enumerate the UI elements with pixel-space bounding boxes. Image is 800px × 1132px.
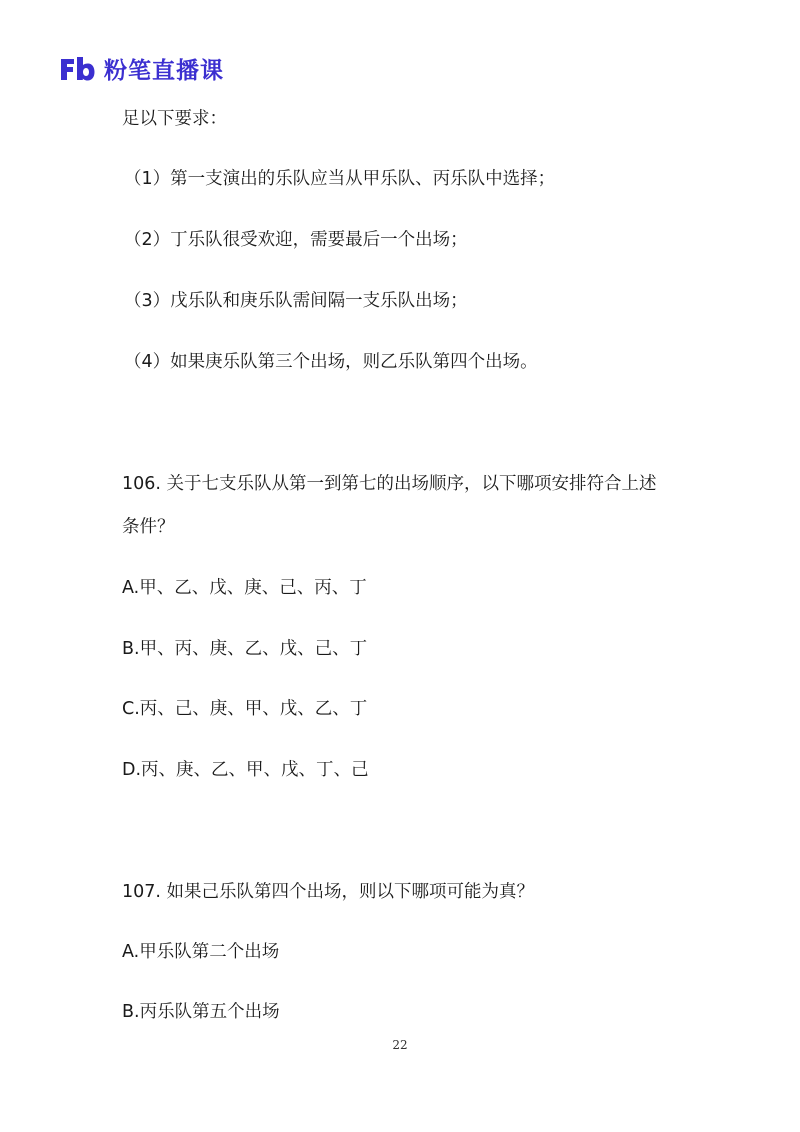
logo-text: 粉笔直播课: [104, 58, 224, 84]
q106-option-c: C.丙、己、庚、甲、戊、乙、丁: [122, 699, 368, 719]
condition-1: （1）第一支演出的乐队应当从甲乐队、丙乐队中选择；: [124, 169, 556, 189]
q106-option-a: A.甲、乙、戊、庚、己、丙、丁: [122, 578, 367, 598]
q106-stem-line2: 条件？: [122, 517, 175, 537]
condition-4: （4）如果庚乐队第三个出场，则乙乐队第四个出场。: [124, 352, 538, 372]
condition-2: （2）丁乐队很受欢迎，需要最后一个出场；: [124, 230, 468, 250]
fb-logo-icon: [58, 55, 96, 83]
q107-stem: 107. 如果己乐队第四个出场，则以下哪项可能为真？: [122, 882, 535, 902]
q107-option-b: B.丙乐队第五个出场: [122, 1002, 280, 1022]
page-number: 22: [392, 1038, 408, 1052]
q106-stem-line1: 106. 关于七支乐队从第一到第七的出场顺序，以下哪项安排符合上述: [122, 474, 657, 494]
q106-option-b: B.甲、丙、庚、乙、戊、己、丁: [122, 639, 368, 659]
q107-option-a: A.甲乐队第二个出场: [122, 942, 280, 962]
q106-option-d: D.丙、庚、乙、甲、戊、丁、己: [122, 760, 369, 780]
brand-logo: [58, 52, 224, 85]
intro-text: 足以下要求：: [122, 109, 227, 129]
condition-3: （3）戊乐队和庚乐队需间隔一支乐队出场；: [124, 291, 468, 311]
